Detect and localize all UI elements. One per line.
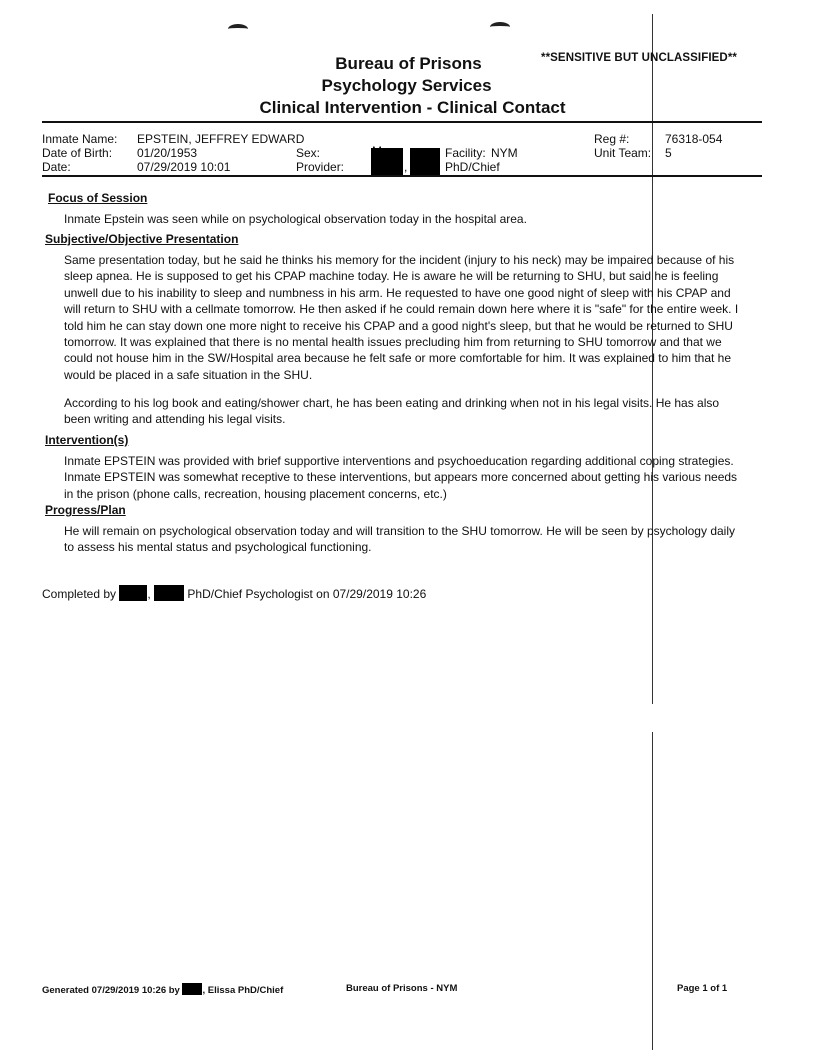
redaction-box: [154, 585, 184, 601]
intervention-text: Inmate EPSTEIN was provided with brief supportive interventions and psychoeducation regarding additional coping strategies. Inmate EPSTEIN was somewhat receptive to these interventions, but appears more concerned about getting his various needs in the prison (phone calls, recreation, housing placement concerns, etc.): [64, 454, 738, 501]
provider-label: Provider:: [296, 160, 345, 174]
date-value: 07/29/2019 10:01: [137, 160, 231, 174]
subjective-heading: Subjective/Objective Presentation: [45, 232, 239, 246]
generated-suffix: , Elissa PhD/Chief: [202, 985, 284, 996]
progress-heading: Progress/Plan: [45, 503, 126, 517]
completed-by-prefix: Completed by: [42, 587, 117, 601]
generated-by: [42, 983, 283, 996]
date-label: Date:: [42, 160, 71, 174]
generated-prefix: Generated 07/29/2019 10:26 by: [42, 985, 180, 996]
sex-label: Sex:: [296, 146, 321, 160]
redaction-box: [410, 148, 440, 176]
provider-comma: ,: [404, 160, 408, 174]
punch-hole-left: [228, 24, 248, 34]
completed-by-comma: ,: [147, 587, 151, 601]
unit-team-label: Unit Team:: [594, 146, 652, 160]
page-number: Page 1 of 1: [677, 983, 728, 994]
punch-hole-right: [490, 22, 510, 32]
intervention-heading: Intervention(s): [45, 433, 129, 447]
completed-by-suffix: PhD/Chief Psychologist on 07/29/2019 10:26: [187, 587, 427, 601]
focus-heading: Focus of Session: [48, 191, 148, 205]
reg-label: Reg #:: [594, 132, 630, 146]
facility-value: NYM: [491, 146, 518, 160]
footer-facility: Bureau of Prisons - NYM: [346, 983, 458, 994]
page-title: Bureau of Prisons: [335, 54, 482, 73]
header-rule-top: [42, 121, 762, 123]
focus-text: Inmate Epstein was seen while on psychological observation today in the hospital area.: [64, 212, 527, 226]
unit-team-value: 5: [665, 146, 672, 160]
progress-text: He will remain on psychological observation today and will transition to the SHU tomorrow. He will be seen by psychology daily to assess his mental status and psychological functioning.: [64, 524, 735, 555]
provider-title: PhD/Chief: [445, 160, 500, 174]
document-type-title: Clinical Intervention - Clinical Contact: [259, 98, 566, 117]
completed-by-line: [42, 585, 426, 601]
facility-label: Facility:: [445, 146, 486, 160]
subjective-paragraph-2: According to his log book and eating/shower chart, he has been eating and drinking when not in his legal visits. He has also been writing and attending his legal visits.: [64, 396, 720, 427]
sensitivity-label: **SENSITIVE BUT UNCLASSIFIED**: [541, 52, 737, 64]
inmate-name-label: Inmate Name:: [42, 132, 118, 146]
inmate-name-value: EPSTEIN, JEFFREY EDWARD: [137, 132, 305, 146]
redaction-box: [119, 585, 147, 601]
reg-value: 76318-054: [665, 132, 723, 146]
page-subtitle: Psychology Services: [321, 76, 492, 95]
redaction-box: [182, 983, 202, 995]
dob-value: 01/20/1953: [137, 146, 198, 160]
dob-label: Date of Birth:: [42, 146, 113, 160]
fold-line-lower: [652, 732, 653, 1050]
redaction-box: [371, 148, 403, 176]
header-rule-bottom: [42, 175, 762, 177]
subjective-paragraph-1: Same presentation today, but he said he thinks his memory for the incident (injury to his neck) may be impaired because of his sleep apnea. He is supposed to get his CPAP machine today. He is aware he will be returning to SHU, but said he is feeling unwell due to his inability to sleep and numbness in his arm. He requested to have one good night of sleep with his CPAP and will return to SHU with a cellmate tomorrow. He then asked if he could remain down here where it is "safe" for the entire week. I told him he can stay down one more night to receive his CPAP and a good night's sleep, but that he would be returned to SHU tomorrow. It was explained that there is no mental health issues precluding him from returning to SHU tomorrow and that we could not house him in the SW/Hospital area because he felt safe or more comfortable for him. It was explained to him that he would be placed in a safe situation in the SHU.: [64, 253, 739, 382]
